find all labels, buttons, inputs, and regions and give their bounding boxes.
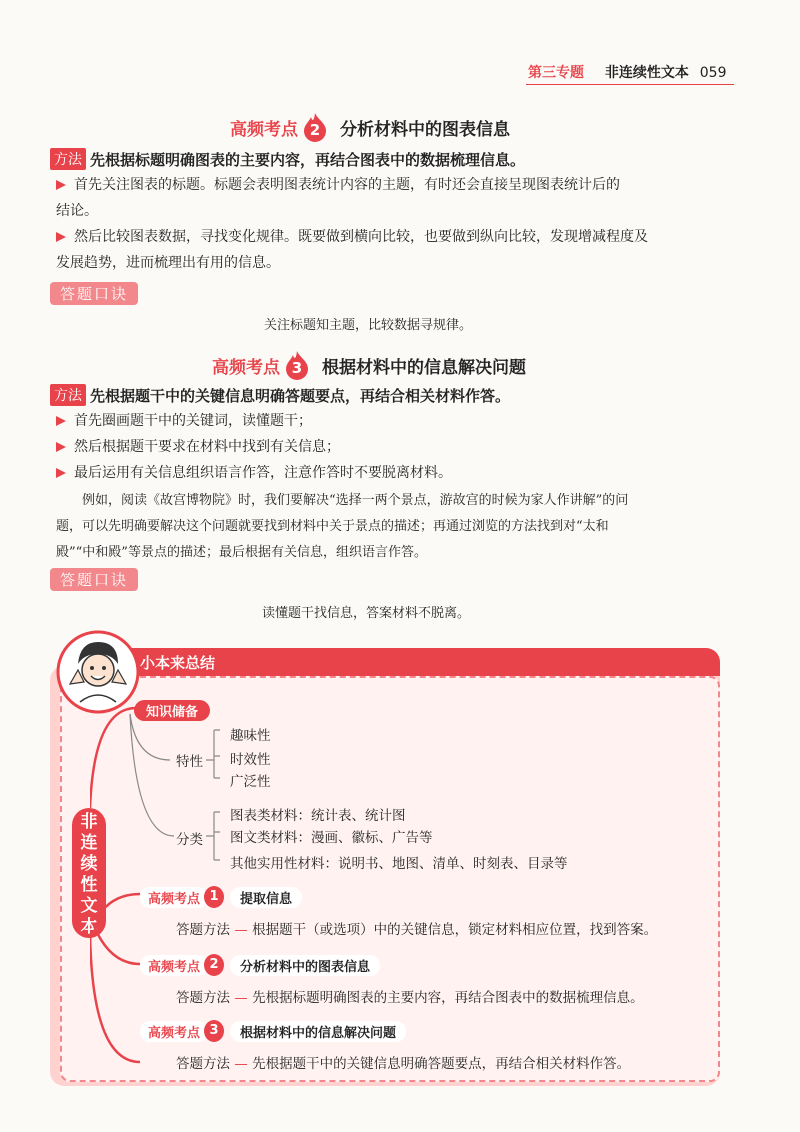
bullet-arrow-icon	[56, 180, 66, 190]
category-name: 非连续性文本	[604, 65, 689, 81]
kp3-bullet-3: 最后运用有关信息组织语言作答，注意作答时不要脱离材料。	[56, 460, 746, 486]
bullet-arrow-icon	[56, 232, 66, 242]
kp3-heading	[212, 350, 526, 380]
class-item: 图文类材料：漫画、徽标、广告等	[230, 830, 433, 846]
summary-title: 小本来总结	[140, 654, 216, 672]
flame-icon	[284, 350, 310, 380]
kp3-bullet-2: 然后根据题干要求在材料中找到有关信息；	[56, 434, 746, 460]
kp2-heading	[230, 112, 510, 142]
tree-connectors	[90, 700, 240, 1070]
class-label: 分类	[176, 832, 203, 848]
answer-heading: 答题口诀	[50, 568, 138, 591]
feature-label: 特性	[176, 754, 203, 770]
bullet-arrow-icon	[56, 442, 66, 452]
class-item: 图表类材料：统计表、统计图	[230, 808, 406, 824]
kp2-method	[50, 148, 525, 170]
flame-icon	[302, 112, 328, 142]
kp2-bullet-1: 首先关注图表的标题。标题会表明图表统计内容的主题，有时还会直接呈现图表统计后的 结论。	[56, 177, 620, 219]
kp2-bullet-2: 然后比较图表数据，寻找变化规律。既要做到横向比较，也要做到纵向比较，发现增减程度及 发展趋势，进而梳理出有用的信息。	[56, 229, 648, 271]
kp3-tag: 高频考点	[212, 357, 280, 378]
method-text: 先根据题干中的关键信息明确答题要点，再结合相关材料作答。	[90, 386, 511, 405]
feature-item: 趣味性	[230, 728, 271, 744]
kp3-method	[50, 384, 510, 406]
method-badge: 方法	[50, 384, 86, 406]
bullet-arrow-icon	[56, 468, 66, 478]
answer-mnemonic: 读懂题干找信息，答案材料不脱离。	[262, 606, 471, 621]
answer-heading: 答题口诀	[50, 282, 138, 305]
knowledge-pill: 知识储备	[134, 700, 210, 721]
summary-kp-1-method: 答题方法 — 根据题干（或选项）中的关键信息，锁定材料相应位置，找到答案。	[176, 922, 658, 938]
page-number: 059	[699, 65, 727, 81]
method-text: 先根据标题明确图表的主要内容，再结合图表中的数据梳理信息。	[90, 150, 526, 169]
summary-kp-3: 高频考点 3 根据材料中的信息解决问题	[140, 1020, 406, 1042]
running-header	[528, 62, 726, 82]
feature-item: 时效性	[230, 752, 271, 768]
kp3-example: 例如，阅读《故宫博物院》时，我们要解决“选择一两个景点，游故宫的时候为家人作讲解”的问 题，可以先明确要解决这个问题就要找到材料中关于景点的描述；再通过浏览的方法找到对“太和 殿”“中和殿”等景点的描述；最后根据有关信息，组织语言作答。	[56, 493, 629, 560]
feature-item: 广泛性	[230, 774, 271, 790]
answer-mnemonic: 关注标题知主题，比较数据寻规律。	[264, 318, 473, 333]
kp3-title: 根据材料中的信息解决问题	[322, 357, 526, 378]
kp2-title: 分析材料中的图表信息	[340, 119, 510, 140]
summary-kp-3-method: 答题方法 — 先根据题干中的关键信息明确答题要点，再结合相关材料作答。	[176, 1056, 631, 1072]
topic-vertical-label: 非 连 续 性 文 本	[72, 808, 106, 938]
section-name: 第三专题	[528, 65, 584, 81]
summary-kp-2-method: 答题方法 — 先根据标题明确图表的主要内容，再结合图表中的数据梳理信息。	[176, 990, 644, 1006]
kp3-bullet-1: 首先圈画题干中的关键词，读懂题干；	[56, 408, 746, 434]
summary-kp-1: 高频考点 1 提取信息	[140, 886, 302, 908]
summary-kp-2: 高频考点 2 分析材料中的图表信息	[140, 954, 380, 976]
kp3-number: 3	[291, 359, 303, 377]
kp2-number: 2	[309, 121, 321, 139]
class-item: 其他实用性材料：说明书、地图、清单、时刻表、目录等	[230, 856, 568, 872]
header-rule	[526, 84, 734, 85]
method-badge: 方法	[50, 148, 86, 170]
kp2-tag: 高频考点	[230, 119, 298, 140]
bullet-arrow-icon	[56, 416, 66, 426]
